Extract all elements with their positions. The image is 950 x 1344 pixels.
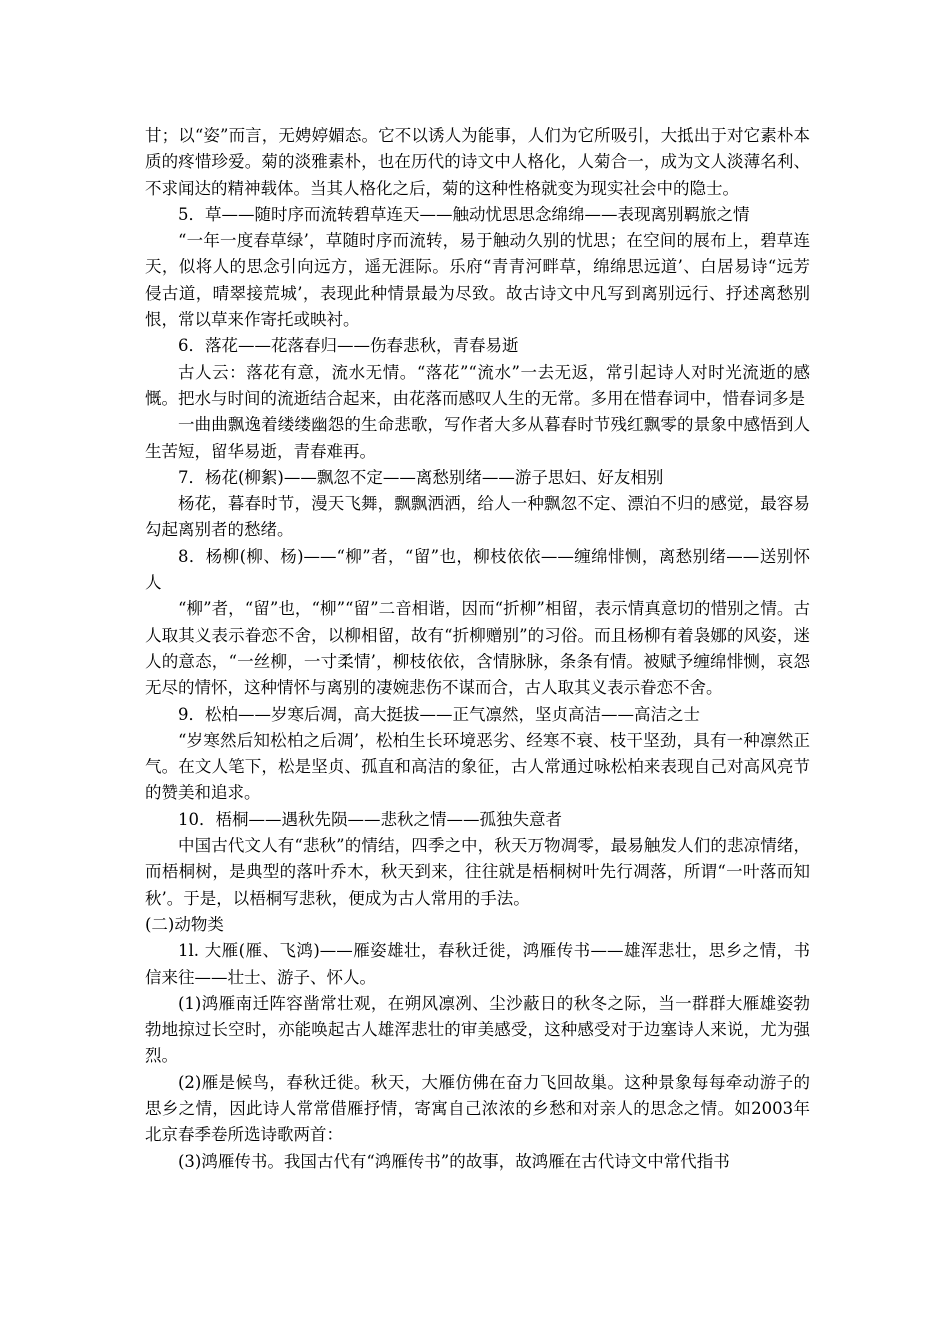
paragraph: 杨花，暮春时节，漫天飞舞，飘飘洒洒，给人一种飘忽不定、漂泊不归的感觉，最容易勾起离别者的愁绪。 (145, 494, 810, 540)
paragraph: (3)鸿雁传书。我国古代有“鸿雁传书”的故事，故鸿雁在古代诗文中常代指书 (178, 1151, 730, 1171)
paragraph: 7．杨花(柳絮)——飘忽不定——离愁别绪——游子思妇、好友相别 (178, 467, 664, 487)
paragraph: 甘；以“姿”而言，无娉婷媚态。它不以诱人为能事，人们为它所吸引，大抵出于对它素朴本质的疼惜珍爱。菊的淡雅素朴，也在历代的诗文中人格化，人菊合一，成为文人淡薄名利、不求闻达的精神载体。当其人格化之后，菊的这种性格就变为现实社会中的隐士。 (145, 126, 810, 198)
paragraph: (1)鸿雁南迁阵容凿常壮观，在朔风凛冽、尘沙蔽日的秋冬之际，当一群群大雁雄姿勃勃地掠过长空时，亦能唤起古人雄浑悲壮的审美感受，这种感受对于边塞诗人来说，尤为强烈。 (145, 993, 810, 1066)
paragraph: 8．杨柳(柳、杨)——“柳”者，“留”也，柳枝依依——缠绵悱恻，离愁别绪——送别怀人 (145, 546, 810, 593)
paragraph: “岁寒然后知松柏之后凋’，松柏生长环境恶劣、经寒不衰、枝干坚劲，具有一种凛然正气。在文人笔下，松是坚贞、孤直和高洁的象征，古人常通过咏松柏来表现自己对高风亮节的赞美和追求。 (145, 730, 810, 803)
section-heading: (二)动物类 (145, 914, 224, 934)
paragraph: 中国古代文人有“悲秋”的情结，四季之中，秋天万物凋零，最易触发人们的悲凉情绪，而梧桐树，是典型的落叶乔木，秋天到来，往往就是梧桐树叶先行凋落，所谓“一叶落而知秋’。于是，以梧桐写悲秋，便成为古人常用的手法。 (145, 836, 810, 908)
paragraph: (2)雁是候鸟，春秋迁徙。秋天，大雁仿佛在奋力飞回故巢。这种景象每每牵动游子的思乡之情，因此诗人常常借雁抒情，寄寓自己浓浓的乡愁和对亲人的思念之情。如2003年北京春季卷所选诗歌两首： (145, 1072, 810, 1145)
paragraph: 5．草——随时序而流转碧草连天——触动忧思思念绵绵——表现离别羁旅之情 (178, 204, 750, 224)
paragraph: “柳”者，“留”也，“柳”“留”二音相谐，因而“折柳”相留，表示情真意切的惜别之情。古人取其义表示眷恋不舍，以柳相留，故有“折柳赠别”的习俗。而且杨柳有着袅娜的风姿，迷人的意态，“一丝柳，一寸柔情’，柳枝依依，含情脉脉，条条有情。被赋予缠绵悱恻，哀怨无尽的情怀，这种情怀与离别的凄婉悲伤不谋而合，古人取其义表示眷恋不舍。 (145, 599, 810, 698)
paragraph: 一曲曲飘逸着缕缕幽怨的生命悲歌，写作者大多从暮春时节残红飘零的景象中感悟到人生苦短，留华易逝，青春难再。 (145, 415, 810, 461)
paragraph: 9．松柏——岁寒后凋，高大挺拔——正气凛然，坚贞高洁——高洁之士 (178, 704, 700, 724)
document-body (145, 123, 810, 1175)
paragraph: 1l. 大雁(雁、飞鸿)——雁姿雄壮，春秋迁徙，鸿雁传书——雄浑悲壮，思乡之情，书信来往——壮士、游子、怀人。 (145, 941, 810, 987)
paragraph: 10．梧桐——遇秋先陨——悲秋之情——孤独失意者 (178, 809, 562, 829)
paragraph: 古人云：落花有意，流水无情。“落花”“流水”一去无返，常引起诗人对时光流逝的感慨。把水与时间的流逝结合起来，由花落而感叹人生的无常。多用在惜春词中，惜春词多是 (145, 362, 810, 408)
paragraph: 6．落花——花落春归——伤春悲秋，青春易逝 (178, 336, 519, 356)
paragraph: “一年一度春草绿’，草随时序而流转，易于触动久别的忧思；在空间的展布上，碧草连天，似将人的思念引向远方，遥无涯际。乐府“青青河畔草，绵绵思远道’、白居易诗“远芳侵古道，晴翠接荒城’，表现此种情景最为尽致。故古诗文中凡写到离别远行、抒述离愁别恨，常以草来作寄托或映衬。 (145, 231, 810, 330)
